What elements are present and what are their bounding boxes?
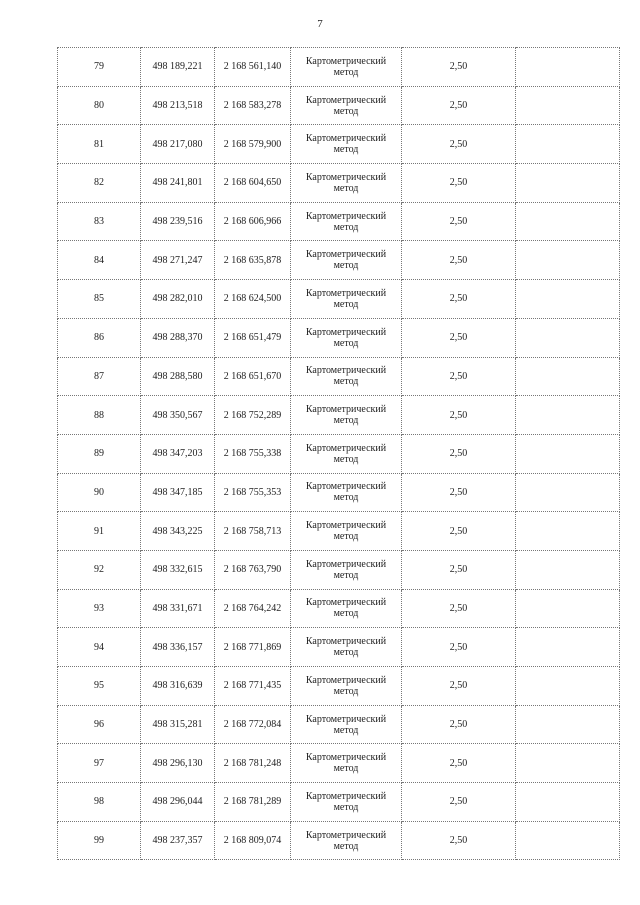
y-coordinate-cell: 2 168 772,084 [215,705,291,744]
y-coordinate-cell: 2 168 809,074 [215,821,291,860]
table-row [58,86,620,125]
x-coordinate-cell: 498 296,130 [141,744,215,783]
method-line-1: Картометрический [305,520,387,532]
method-line-1: Картометрический [305,404,387,416]
method-cell [291,164,402,203]
point-number-cell: 93 [58,589,141,628]
table-row [58,667,620,706]
table-row [58,357,620,396]
table-row [58,125,620,164]
method-line-2: метод [333,298,359,310]
y-coordinate-cell: 2 168 764,242 [215,589,291,628]
method-line-1: Картометрический [305,636,387,648]
error-cell: 2,50 [402,434,516,473]
table-row [58,396,620,435]
method-cell [291,783,402,822]
method-line-1: Картометрический [305,481,387,493]
method-line-1: Картометрический [305,94,387,106]
method-line-1: Картометрический [305,597,387,609]
method-line-1: Картометрический [305,55,387,67]
error-cell: 2,50 [402,86,516,125]
method-line-1: Картометрический [305,326,387,338]
table-row [58,48,620,87]
y-coordinate-cell: 2 168 635,878 [215,241,291,280]
table-row [58,821,620,860]
y-coordinate-cell: 2 168 624,500 [215,280,291,319]
method-line-1: Картометрический [305,790,387,802]
x-coordinate-cell: 498 239,516 [141,202,215,241]
extra-cell [516,202,620,241]
method-line-1: Картометрический [305,287,387,299]
method-line-2: метод [333,221,359,233]
table-row [58,280,620,319]
method-line-2: метод [333,182,359,194]
point-number-cell: 91 [58,512,141,551]
table-row [58,202,620,241]
extra-cell [516,783,620,822]
error-cell: 2,50 [402,241,516,280]
error-cell: 2,50 [402,357,516,396]
extra-cell [516,667,620,706]
method-line-2: метод [333,801,359,813]
error-cell: 2,50 [402,125,516,164]
table-row [58,628,620,667]
method-cell [291,512,402,551]
error-cell: 2,50 [402,396,516,435]
x-coordinate-cell: 498 241,801 [141,164,215,203]
table-row [58,705,620,744]
y-coordinate-cell: 2 168 763,790 [215,550,291,589]
method-line-1: Картометрический [305,249,387,261]
y-coordinate-cell: 2 168 752,289 [215,396,291,435]
coordinates-table-body [58,48,620,860]
y-coordinate-cell: 2 168 604,650 [215,164,291,203]
point-number-cell: 85 [58,280,141,319]
method-line-2: метод [333,260,359,272]
table-row [58,241,620,280]
method-line-2: метод [333,647,359,659]
table-row [58,318,620,357]
method-cell [291,318,402,357]
x-coordinate-cell: 498 282,010 [141,280,215,319]
method-cell [291,125,402,164]
y-coordinate-cell: 2 168 651,479 [215,318,291,357]
table-row [58,550,620,589]
y-coordinate-cell: 2 168 781,248 [215,744,291,783]
extra-cell [516,241,620,280]
y-coordinate-cell: 2 168 606,966 [215,202,291,241]
method-line-1: Картометрический [305,133,387,145]
y-coordinate-cell: 2 168 583,278 [215,86,291,125]
error-cell: 2,50 [402,318,516,357]
method-line-2: метод [333,724,359,736]
method-line-2: метод [333,608,359,620]
x-coordinate-cell: 498 288,580 [141,357,215,396]
point-number-cell: 90 [58,473,141,512]
x-coordinate-cell: 498 347,203 [141,434,215,473]
method-cell [291,396,402,435]
error-cell: 2,50 [402,202,516,241]
x-coordinate-cell: 498 343,225 [141,512,215,551]
point-number-cell: 88 [58,396,141,435]
x-coordinate-cell: 498 316,639 [141,667,215,706]
y-coordinate-cell: 2 168 758,713 [215,512,291,551]
method-line-2: метод [333,376,359,388]
y-coordinate-cell: 2 168 579,900 [215,125,291,164]
method-cell [291,241,402,280]
point-number-cell: 95 [58,667,141,706]
method-line-2: метод [333,337,359,349]
point-number-cell: 99 [58,821,141,860]
point-number-cell: 98 [58,783,141,822]
method-line-1: Картометрический [305,442,387,454]
method-cell [291,744,402,783]
point-number-cell: 87 [58,357,141,396]
method-cell [291,589,402,628]
method-cell [291,280,402,319]
method-line-2: метод [333,66,359,78]
method-line-1: Картометрический [305,829,387,841]
x-coordinate-cell: 498 347,185 [141,473,215,512]
method-cell [291,434,402,473]
x-coordinate-cell: 498 288,370 [141,318,215,357]
y-coordinate-cell: 2 168 651,670 [215,357,291,396]
point-number-cell: 97 [58,744,141,783]
y-coordinate-cell: 2 168 755,353 [215,473,291,512]
point-number-cell: 89 [58,434,141,473]
y-coordinate-cell: 2 168 771,869 [215,628,291,667]
error-cell: 2,50 [402,512,516,551]
extra-cell [516,705,620,744]
extra-cell [516,473,620,512]
x-coordinate-cell: 498 350,567 [141,396,215,435]
error-cell: 2,50 [402,628,516,667]
table-row [58,744,620,783]
method-cell [291,705,402,744]
table-row [58,589,620,628]
y-coordinate-cell: 2 168 755,338 [215,434,291,473]
x-coordinate-cell: 498 237,357 [141,821,215,860]
method-line-2: метод [333,105,359,117]
method-cell [291,202,402,241]
point-number-cell: 86 [58,318,141,357]
error-cell: 2,50 [402,48,516,87]
extra-cell [516,628,620,667]
method-cell [291,48,402,87]
method-line-2: метод [333,531,359,543]
y-coordinate-cell: 2 168 561,140 [215,48,291,87]
point-number-cell: 83 [58,202,141,241]
x-coordinate-cell: 498 213,518 [141,86,215,125]
point-number-cell: 82 [58,164,141,203]
error-cell: 2,50 [402,705,516,744]
x-coordinate-cell: 498 296,044 [141,783,215,822]
extra-cell [516,589,620,628]
x-coordinate-cell: 498 332,615 [141,550,215,589]
method-cell [291,357,402,396]
table-row [58,473,620,512]
point-number-cell: 94 [58,628,141,667]
table-row [58,434,620,473]
y-coordinate-cell: 2 168 771,435 [215,667,291,706]
method-line-1: Картометрический [305,171,387,183]
method-line-2: метод [333,144,359,156]
method-cell [291,550,402,589]
extra-cell [516,434,620,473]
page-number: 7 [317,18,323,30]
method-cell [291,86,402,125]
point-number-cell: 81 [58,125,141,164]
x-coordinate-cell: 498 271,247 [141,241,215,280]
point-number-cell: 79 [58,48,141,87]
x-coordinate-cell: 498 189,221 [141,48,215,87]
x-coordinate-cell: 498 217,080 [141,125,215,164]
point-number-cell: 84 [58,241,141,280]
method-cell [291,628,402,667]
error-cell: 2,50 [402,280,516,319]
method-line-1: Картометрический [305,713,387,725]
point-number-cell: 92 [58,550,141,589]
error-cell: 2,50 [402,164,516,203]
table-row [58,164,620,203]
x-coordinate-cell: 498 315,281 [141,705,215,744]
point-number-cell: 96 [58,705,141,744]
method-line-2: метод [333,415,359,427]
method-line-2: метод [333,453,359,465]
x-coordinate-cell: 498 336,157 [141,628,215,667]
error-cell: 2,50 [402,783,516,822]
method-line-2: метод [333,840,359,852]
extra-cell [516,550,620,589]
y-coordinate-cell: 2 168 781,289 [215,783,291,822]
method-cell [291,667,402,706]
point-number-cell: 80 [58,86,141,125]
table-row [58,512,620,551]
error-cell: 2,50 [402,667,516,706]
extra-cell [516,86,620,125]
extra-cell [516,744,620,783]
error-cell: 2,50 [402,473,516,512]
extra-cell [516,821,620,860]
error-cell: 2,50 [402,821,516,860]
extra-cell [516,280,620,319]
method-line-2: метод [333,569,359,581]
error-cell: 2,50 [402,550,516,589]
method-line-2: метод [333,685,359,697]
method-line-1: Картометрический [305,210,387,222]
table-row [58,783,620,822]
x-coordinate-cell: 498 331,671 [141,589,215,628]
method-cell [291,473,402,512]
extra-cell [516,318,620,357]
extra-cell [516,396,620,435]
method-line-1: Картометрический [305,365,387,377]
extra-cell [516,512,620,551]
extra-cell [516,357,620,396]
method-line-2: метод [333,492,359,504]
extra-cell [516,164,620,203]
method-line-1: Картометрический [305,674,387,686]
extra-cell [516,48,620,87]
extra-cell [516,125,620,164]
method-cell [291,821,402,860]
error-cell: 2,50 [402,744,516,783]
method-line-1: Картометрический [305,558,387,570]
method-line-2: метод [333,763,359,775]
coordinates-table [57,47,620,860]
error-cell: 2,50 [402,589,516,628]
method-line-1: Картометрический [305,752,387,764]
